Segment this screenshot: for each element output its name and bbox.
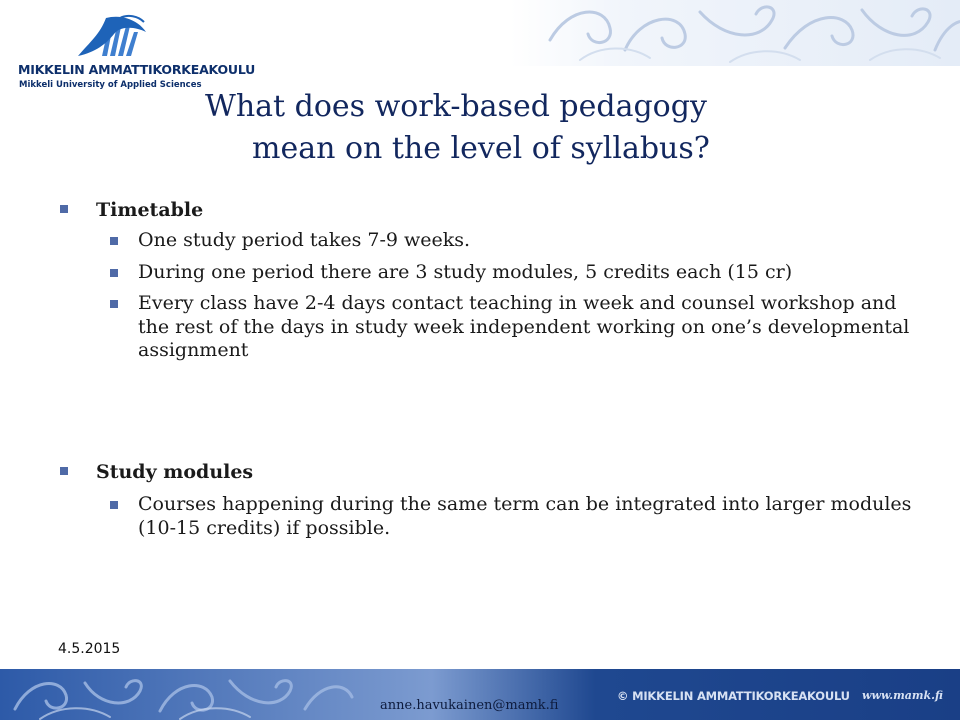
section-heading: Study modules bbox=[96, 461, 254, 483]
square-bullet-icon bbox=[110, 300, 118, 308]
bullet-text: Courses happening during the same term can be integrated into larger modules (10-15 credits) if possible. bbox=[138, 493, 912, 539]
slide-date: 4.5.2015 bbox=[58, 641, 121, 657]
logo-name: MIKKELIN AMMATTIKORKEAKOULU bbox=[18, 62, 256, 77]
slide-title bbox=[205, 86, 845, 170]
top-ornament bbox=[510, 0, 960, 66]
section-timetable bbox=[58, 196, 918, 363]
logo-wave-icon bbox=[76, 12, 148, 58]
bullet-heading bbox=[58, 196, 918, 224]
square-bullet-icon bbox=[110, 269, 118, 277]
square-bullet-icon bbox=[60, 205, 68, 213]
bullet-heading bbox=[58, 458, 918, 486]
footer-url-link[interactable]: www.mamk.fi bbox=[862, 689, 943, 702]
bullet-item bbox=[58, 292, 918, 363]
bullet-text: One study period takes 7-9 weeks. bbox=[138, 229, 471, 251]
footer-brand: © MIKKELIN AMMATTIKORKEAKOULU bbox=[617, 689, 850, 703]
bullet-text: During one period there are 3 study modules, 5 credits each (15 cr) bbox=[138, 260, 793, 283]
section-study-modules bbox=[58, 458, 918, 540]
footer-email-link[interactable]: anne.havukainen@mamk.fi bbox=[380, 698, 559, 713]
square-bullet-icon bbox=[60, 467, 68, 475]
title-line-1: What does work-based pedagogy bbox=[205, 89, 707, 124]
section-heading: Timetable bbox=[96, 199, 204, 221]
square-bullet-icon bbox=[110, 237, 118, 245]
square-bullet-icon bbox=[110, 501, 118, 509]
bullet-item bbox=[58, 261, 918, 285]
logo bbox=[18, 10, 256, 96]
bullet-item bbox=[58, 229, 918, 253]
logo-subtitle: Mikkeli University of Applied Sciences bbox=[19, 80, 202, 90]
title-line-2: mean on the level of syllabus? bbox=[252, 131, 710, 166]
bullet-item bbox=[58, 493, 918, 540]
bullet-text: Every class have 2-4 days contact teaching in week and counsel workshop and the rest of the days in study week independent working on one’s developmental assignment bbox=[138, 292, 910, 361]
slide-content bbox=[58, 196, 918, 539]
footer-band bbox=[0, 669, 960, 720]
